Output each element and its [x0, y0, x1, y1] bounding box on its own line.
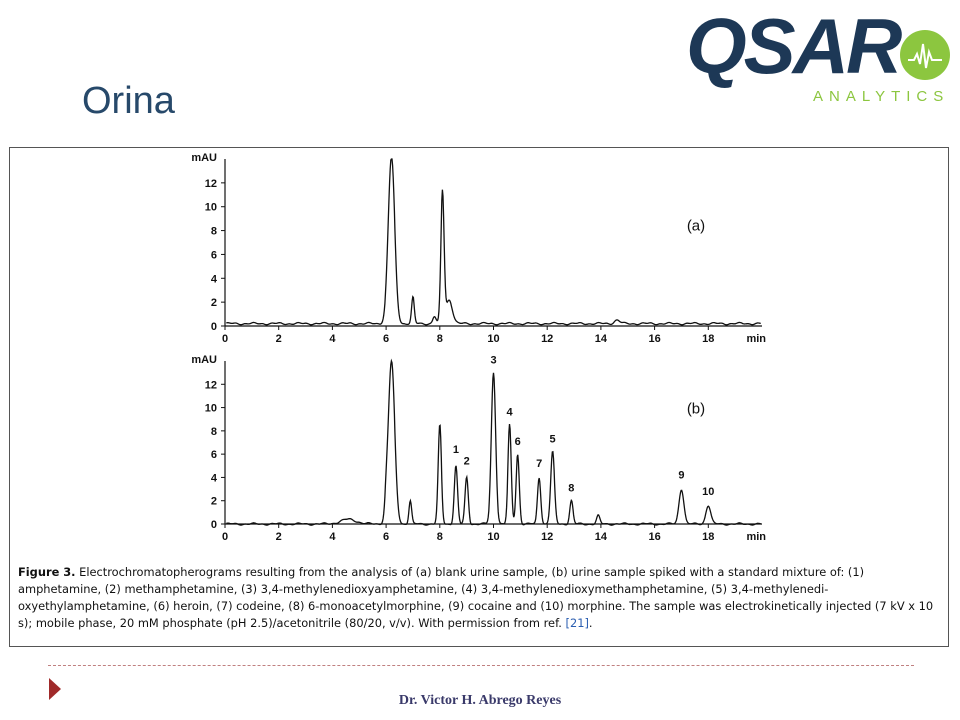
panel-a-x-tick-label: 14 [594, 333, 608, 345]
footer-author: Dr. Victor H. Abrego Reyes [398, 693, 562, 708]
panel-b-x-tick-label: 12 [541, 531, 554, 543]
panel-a-y-tick-label: 10 [204, 201, 217, 214]
panel-b-y-axis-label: mAU [191, 354, 217, 366]
panel-a-x-tick-label: 16 [648, 333, 661, 345]
panel-b-peak-label: 7 [536, 457, 543, 470]
panel-b-x-tick-label: 2 [275, 531, 282, 543]
panel-b-y-tick-label: 6 [210, 449, 217, 462]
panel-b-x-axis-label: min [746, 531, 766, 543]
panel-a-x-tick-label: 10 [487, 333, 500, 345]
panel-b-x-tick-label: 8 [436, 531, 443, 543]
panel-b-peak-label: 8 [568, 482, 575, 495]
panel-b-y-tick-label: 2 [210, 495, 217, 508]
panel-b-x-tick-label: 18 [702, 531, 715, 543]
panel-b-x-tick-label: 4 [329, 531, 336, 543]
panel-a-x-tick-label: 2 [275, 333, 282, 345]
figure-caption [18, 564, 942, 632]
waveform-icon [900, 30, 950, 80]
panel-b-peak-label: 2 [463, 455, 470, 468]
logo-circle-icon [900, 30, 950, 80]
panel-b-peak-label: 3 [490, 354, 497, 367]
panel-a-y-tick-label: 12 [204, 177, 217, 190]
caption-reference: [21] [565, 616, 589, 630]
panel-b-peak-label: 4 [506, 406, 513, 419]
panel-b-y-tick-label: 0 [210, 519, 217, 531]
panel-b-x-tick-label: 10 [487, 531, 500, 543]
panel-b-peak-label: 9 [678, 469, 685, 482]
panel-b-peak-label: 10 [702, 485, 715, 498]
panel-a-y-tick-label: 4 [210, 273, 217, 286]
panel-b-peak-label: 6 [514, 435, 521, 448]
slide-title: Orina [82, 80, 175, 122]
panel-a-x-tick-label: 0 [221, 333, 229, 345]
panel-b-x-tick-label: 0 [221, 531, 229, 543]
panel-a-trace [226, 159, 760, 325]
panel-b-y-tick-label: 8 [210, 425, 217, 438]
panel-a-y-tick-label: 8 [210, 225, 217, 238]
panel-a-y-axis-label: mAU [191, 152, 217, 164]
caption-label: Figure 3. [18, 565, 76, 579]
footer-divider [48, 665, 914, 666]
panel-a-x-tick-label: 6 [383, 333, 390, 345]
panel-b-y-tick-label: 12 [204, 379, 217, 392]
panel-b-y-tick-label: 4 [210, 472, 217, 485]
panel-a-y-tick-label: 6 [210, 249, 217, 262]
qsar-analytics-logo [686, 4, 956, 108]
panel-b-trace [226, 361, 760, 525]
caption-end: . [588, 616, 593, 630]
panel-b-x-tick-label: 16 [648, 531, 661, 543]
caption-text: Electrochromatopherograms resulting from the analysis of (a) blank urine sample, (b) urine sample spiked with a standard mixture of: (1) amphetamine, (2) methamphetamine, (3) 3,4-methylenedioxyamphetamine, (4) 3,4-methylenedioxymethamphetamine, (5) 3,4-methylenedi-oxyethylamphetamine, (6) heroin, (7) codeine, (8) 6-monoacetylmorphine, (9) cocaine and (10) morphine. The sample was electrokinetically injected (7 kV x 10 s); mobile phase, 20 mM phosphate (pH 2.5)/acetonitrile (80/20, v/v). With permission from ref. [18, 565, 934, 630]
logo-main-text: QSAR [686, 2, 900, 90]
panel-a-x-tick-label: 4 [329, 333, 336, 345]
panel-a-x-tick-label: 12 [541, 333, 554, 345]
panel-b-x-tick-label: 14 [594, 531, 608, 543]
panel-b-peak-label: 1 [452, 443, 459, 456]
electropherogram-chart [10, 148, 948, 558]
panel-b-label: (b) [686, 400, 706, 418]
panel-a-y-tick-label: 2 [210, 297, 217, 310]
panel-b-y-tick-label: 10 [204, 402, 217, 415]
figure-frame [9, 147, 949, 647]
panel-a-x-tick-label: 8 [436, 333, 443, 345]
logo-sub-text: ANALYTICS [813, 88, 950, 105]
panel-a-x-tick-label: 18 [702, 333, 715, 345]
panel-a-x-axis-label: min [746, 333, 766, 345]
panel-a-y-tick-label: 0 [210, 321, 217, 333]
panel-b-peak-label: 5 [549, 433, 556, 446]
panel-a-label: (a) [686, 217, 706, 235]
panel-b-x-tick-label: 6 [383, 531, 390, 543]
